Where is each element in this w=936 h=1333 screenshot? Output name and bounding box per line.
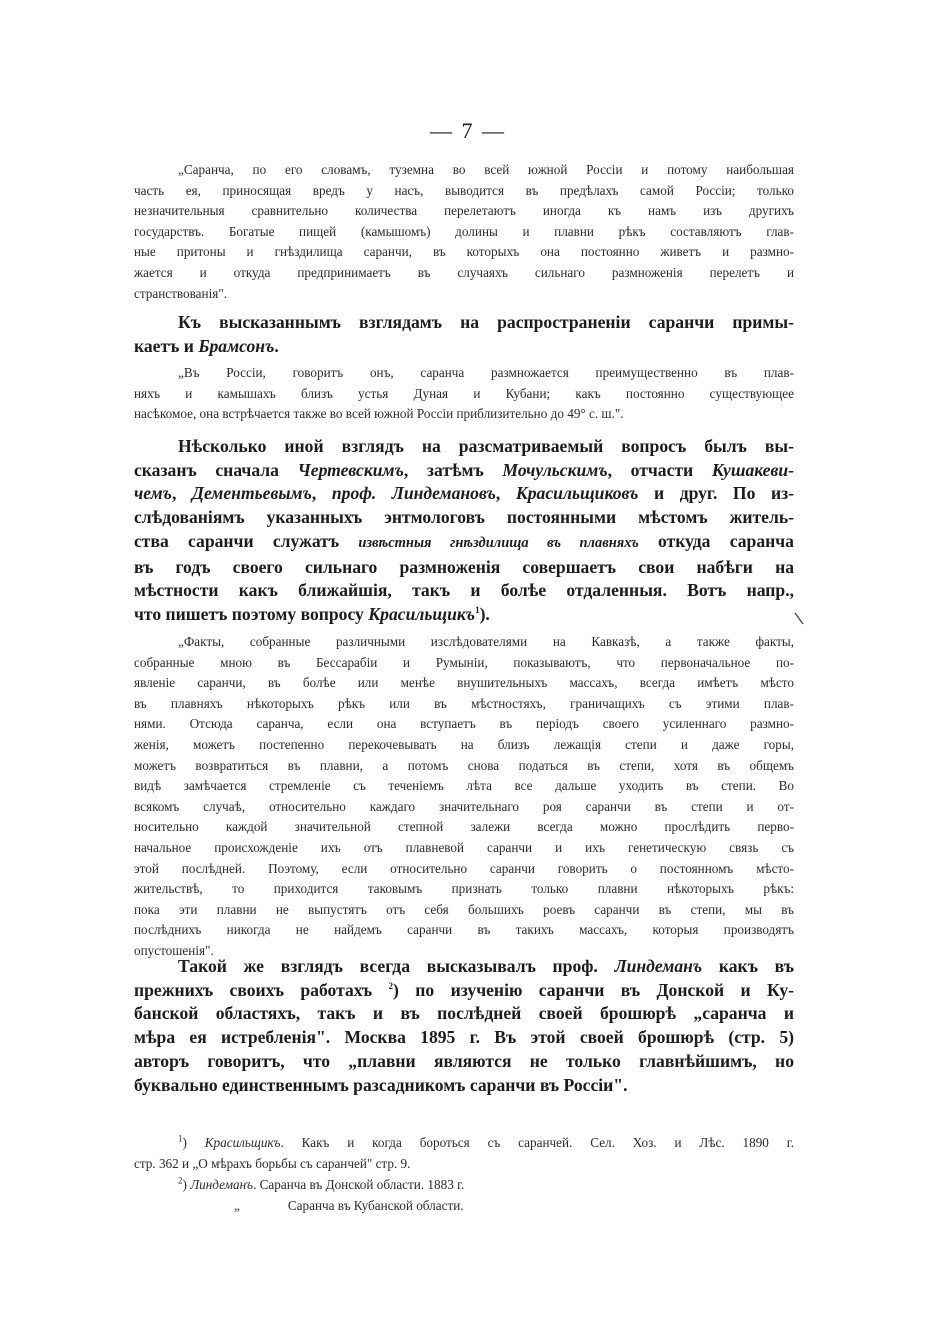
text-fragment: . Какъ и когда бороться съ саранчей. Сел. Хоз. и Лѣс. 1890 г. <box>280 1135 794 1150</box>
quote-line: въ плавняхъ нѣкоторыхъ рѣкъ или въ мѣстностяхъ, граничащихъ съ этими плав- <box>134 695 794 711</box>
text-fragment: откуда саранча <box>638 530 794 551</box>
footnote-2: $^2$) Линдеманъ. Саранча въ Донской области. 1883 г. <box>178 1175 465 1192</box>
author-name: Линдеманъ <box>190 1177 254 1192</box>
quote-line: послѣднихъ никогда не найдемъ саранчи въ такихъ массахъ, которыя производятъ <box>134 922 794 938</box>
footnote-1: $^1$) Красильщикъ. Какъ и когда бороться съ саранчей. Сел. Хоз. и Лѣс. 1890 г. <box>178 1133 794 1150</box>
quote-block-2 <box>134 363 794 425</box>
paragraph-lindeman <box>134 955 794 1097</box>
quote-line: нями. Отсюда саранча, если она вступаетъ въ періодъ своего усиленнаго размно- <box>134 716 794 732</box>
text-line <box>134 1050 794 1074</box>
text-line <box>134 335 794 359</box>
quote-line: „Факты, собранные различными изслѣдователями на Кавказѣ, а также факты, <box>178 634 794 649</box>
text-line <box>134 979 794 1003</box>
text-fragment: прежнихъ своихъ работахъ <box>134 979 389 1000</box>
quote-line: „Саранча, по его словамъ, туземна во всей южной Россіи и потому наибольшая <box>178 162 794 177</box>
text-fragment: слѣдованіямъ указанныхъ энтмологовъ постоянными мѣстомъ житель- <box>134 507 794 528</box>
quote-line: видѣ замѣчается стремленіе съ теченіемъ лѣта все дальше уходить въ степи. Во <box>134 778 794 794</box>
author-name: Красильщикъ <box>204 1135 281 1150</box>
quote-line: собранные мною въ Бессарабіи и Румыніи, показываютъ, что первоначальное по- <box>134 654 794 670</box>
text-fragment: . Саранча въ Донской области. 1883 г. <box>253 1177 465 1192</box>
author-name: Кушакеви- <box>711 459 794 480</box>
text-line <box>134 579 794 603</box>
quote-line: женія, можетъ постепенно перекочевывать на близъ лежащія степи и даже горы, <box>134 736 794 752</box>
author-name: Линдеманъ <box>614 956 703 976</box>
footnote-3 <box>134 1195 794 1216</box>
text-line <box>134 556 794 580</box>
quote-line: явленіе саранчи, въ болѣе или менѣе внушительныхъ массахъ, всегда имѣетъ мѣсто <box>134 675 794 691</box>
text-fragment: банской областяхъ, такъ и въ послѣдней своей брошюрѣ „саранча и <box>134 1003 794 1024</box>
text-fragment: , <box>171 483 192 504</box>
text-line: Къ высказаннымъ взглядамъ на распространеніи саранчи примы- <box>178 312 794 332</box>
footnotes <box>134 1132 794 1216</box>
quote-line: „Въ Россіи, говоритъ онъ, саранча размножается преимущественно въ плав- <box>178 365 794 380</box>
author-name: Красильщикъ <box>368 603 476 624</box>
text-line <box>134 435 794 459</box>
text-fragment: , затѣмъ <box>403 459 503 480</box>
footnote-number: 2 <box>178 1175 183 1186</box>
author-name: Красильщиковъ <box>515 483 639 504</box>
author-name: Чертевскимъ <box>297 459 404 480</box>
footnote-ref[interactable]: 2 <box>388 980 394 991</box>
footnote-number: 1 <box>178 1133 183 1144</box>
page-number: — 7 — <box>430 118 506 143</box>
quote-line: всякомъ случаѣ, относительно каждаго значительнаго роя саранчи въ степи и от- <box>134 798 794 814</box>
text-fragment: , отчасти <box>607 459 712 480</box>
text-fragment: мѣра ея истребленія". Москва 1895 г. Въ этой своей брошюрѣ (стр. 5) <box>134 1027 794 1048</box>
text-fragment: въ годъ своего сильнаго размноженія совершаетъ свои набѣги на <box>134 556 794 577</box>
text-fragment: мѣстности какъ ближайшія, такъ и болѣе отдаленныя. Вотъ напр., <box>134 580 794 601</box>
quote-line: пока эти плавни не выпустятъ отъ себя большихъ роевъ саранчи въ степи, мы въ <box>134 901 794 917</box>
footnote-ref[interactable]: 1 <box>475 605 480 616</box>
text-line <box>134 603 794 627</box>
paragraph-other-view <box>134 435 794 627</box>
quote-line: насѣкомое, она встрѣчается также во всей южной Россіи приблизительно до 49° с. ш.". <box>134 406 624 422</box>
ditto-mark: „ <box>234 1198 240 1213</box>
quote-line: незначительныя сравнительно количества перелетаютъ иногда къ намъ изъ другихъ <box>134 203 794 219</box>
text-fragment: что пишетъ поэтому вопросу <box>134 603 369 624</box>
quote-line: жительствѣ, то приходится таковымъ признать только плавни нѣкоторыхъ рѣкъ: <box>134 881 794 897</box>
quote-line: няхъ и камышахъ близъ устья Дуная и Кубани; какъ постоянно существующее <box>134 385 794 401</box>
quote-line: можетъ возвратиться въ плавни, а потомъ снова податься въ степи, хотя въ общемъ <box>134 757 794 773</box>
author-name: чемъ <box>134 483 172 504</box>
text-fragment: , <box>311 483 332 504</box>
text-line <box>134 459 794 483</box>
text-fragment: авторъ говоритъ, что „плавни являются не только главнѣйшимъ, но <box>134 1050 794 1071</box>
text-line <box>134 1074 794 1098</box>
quote-block-3 <box>134 632 794 962</box>
quote-line: часть ея, приносящая вредъ у насъ, выводится въ предѣлахъ самой Россіи; только <box>134 182 794 198</box>
text-fragment: стр. 362 и „О мѣрахъ борьбы съ саранчей" стр. 9. <box>134 1156 411 1171</box>
quote-line: носительно каждой значительной степной залежи всегда можно прослѣдить перво- <box>134 819 794 835</box>
text-fragment: Саранча въ Кубанской области. <box>287 1198 464 1213</box>
quote-line: ные притоны и гнѣздилища саранчи, въ которыхъ она постоянно живетъ и размно- <box>134 244 794 260</box>
text-fragment: ства саранчи служатъ <box>134 530 359 551</box>
text-line <box>134 530 794 556</box>
quote-line: опустошенія". <box>134 942 214 958</box>
text-fragment: ) по изученію саранчи въ Донской и Ку- <box>393 979 794 1000</box>
quote-line: начальное происхожденіе ихъ отъ плавневой саранчи и ихъ генетическую связь съ <box>134 839 794 855</box>
author-name: Дементьевымъ <box>191 483 312 504</box>
margin-mark-icon <box>794 612 804 626</box>
text-line <box>134 1002 794 1026</box>
text-fragment: какъ въ <box>702 956 794 976</box>
quote-line: этой послѣдней. Поэтому, если относительно саранчи говорить о постоянномъ мѣсто- <box>134 860 794 876</box>
text-line <box>134 1026 794 1050</box>
paragraph-bramson <box>134 311 794 358</box>
text-fragment: ). <box>479 603 490 624</box>
quote-line: государствъ. Богатые пищей (камышомъ) долины и плавни рѣкъ составляютъ глав- <box>134 223 794 239</box>
text-fragment: . <box>274 335 279 356</box>
quote-line: жается и откуда предпринимаетъ въ случаяхъ сильнаго размноженія перелетъ и <box>134 264 794 280</box>
text-fragment: сказанъ сначала <box>134 459 298 480</box>
author-name: Брамсонъ <box>198 335 275 356</box>
footnote-1-cont <box>134 1153 794 1174</box>
text-fragment: Такой же взглядъ всегда высказывалъ проф. <box>178 956 615 976</box>
text-fragment: Нѣсколько иной взглядъ на разсматриваемый вопросъ былъ вы- <box>178 436 794 456</box>
text-line <box>134 482 794 506</box>
text-fragment: буквально единственнымъ разсадникомъ саранчи въ Россіи". <box>134 1074 628 1095</box>
text-line <box>134 955 794 979</box>
author-name: проф. Линдемановъ <box>331 483 496 504</box>
text-fragment: , <box>495 483 516 504</box>
quote-line: странствованія". <box>134 285 228 301</box>
text-fragment: каетъ и <box>134 335 199 356</box>
emphasis-text: извѣстныя гнѣздилища въ плавняхъ <box>358 534 639 551</box>
quote-block-1 <box>134 160 794 304</box>
author-name: Мочульскимъ <box>502 459 608 480</box>
text-fragment: и друг. По из- <box>638 483 795 504</box>
text-line <box>134 506 794 530</box>
